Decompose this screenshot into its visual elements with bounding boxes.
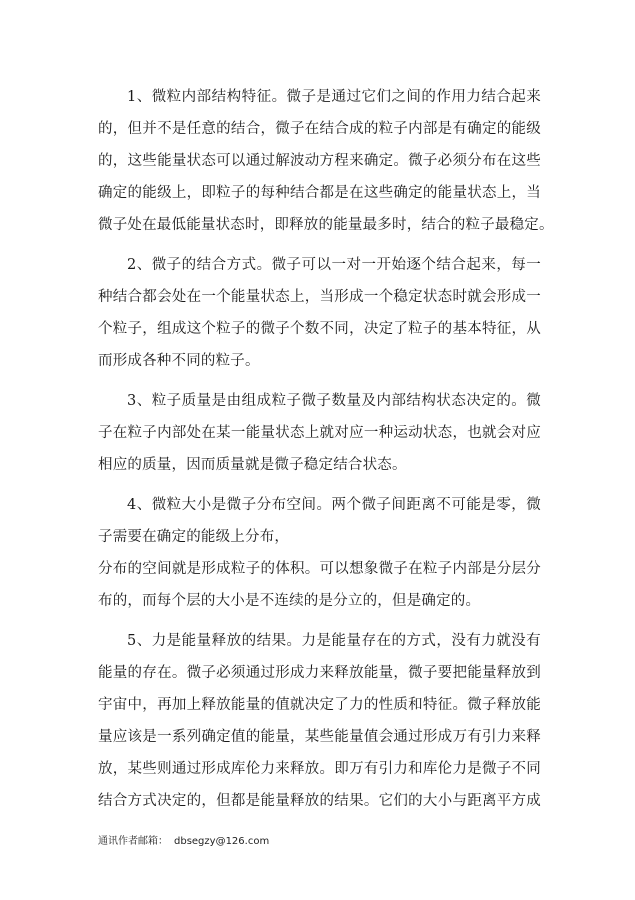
text-line: 宇宙中，再加上释放能量的值就决定了力的性质和特征。微子释放能: [98, 697, 541, 713]
text-line: 5、力是能量释放的结果。力是能量存在的方式，没有力就没有: [127, 633, 541, 649]
text-line: 种结合都会处在一个能量状态上，当形成一个稳定状态时就会形成一: [98, 289, 541, 305]
text-line: 1、微粒内部结构特征。微子是通过它们之间的作用力结合起来: [127, 89, 541, 105]
text-line: 结合方式决定的，但都是能量释放的结果。它们的大小与距离平方成: [98, 793, 541, 809]
text-line: 的，这些能量状态可以通过解波动方程来确定。微子必须分布在这些: [98, 153, 541, 169]
text-line: 放，某些则通过形成库伦力来释放。即万有引力和库伦力是微子不同: [98, 761, 541, 777]
paragraph-1: [98, 81, 554, 241]
text-line: 而形成各种不同的粒子。: [98, 353, 260, 369]
text-line: 确定的能级上，即粒子的每种结合都是在这些确定的能量状态上，当: [98, 185, 541, 201]
text-line: 微子处在最低能量状态时，即释放的能量最多时，结合的粒子最稳定。: [98, 217, 554, 233]
footer-email[interactable]: dbsegzy@126.com: [174, 836, 270, 847]
paragraph-3: [98, 385, 541, 481]
document-body: [98, 81, 554, 825]
text-line: 2、微子的结合方式。微子可以一对一开始逐个结合起来，每一: [127, 257, 541, 273]
text-line: 4、微粒大小是微子分布空间。两个微子间距离不可能是零，微: [127, 497, 541, 513]
text-line: 个粒子，组成这个粒子的微子个数不同，决定了粒子的基本特征，从: [98, 321, 541, 337]
text-line: 相应的质量，因而质量就是微子稳定结合状态。: [98, 457, 407, 473]
text-line: 分布的空间就是形成粒子的体积。可以想象微子在粒子内部是分层分: [98, 561, 541, 577]
text-line: 布的，而每个层的大小是不连续的是分立的，但是确定的。: [98, 593, 481, 609]
footer-contact: [98, 832, 269, 847]
footer-label: 通讯作者邮箱：: [98, 836, 168, 847]
text-line: 能量的存在。微子必须通过形成力来释放能量，微子要把能量释放到: [98, 665, 541, 681]
text-line: 的，但并不是任意的结合，微子在结合成的粒子内部是有确定的能级: [98, 121, 541, 137]
text-line: 子在粒子内部处在某一能量状态上就对应一种运动状态，也就会对应: [98, 425, 541, 441]
paragraph-2: [98, 249, 541, 377]
text-line: 3、粒子质量是由组成粒子微子数量及内部结构状态决定的。微: [127, 393, 541, 409]
text-line: 量应该是一系列确定值的能量，某些能量值会通过形成万有引力来释: [98, 729, 541, 745]
text-line: 子需要在确定的能级上分布，: [98, 529, 290, 545]
paragraph-4: [98, 489, 541, 617]
paragraph-5: [98, 625, 541, 817]
